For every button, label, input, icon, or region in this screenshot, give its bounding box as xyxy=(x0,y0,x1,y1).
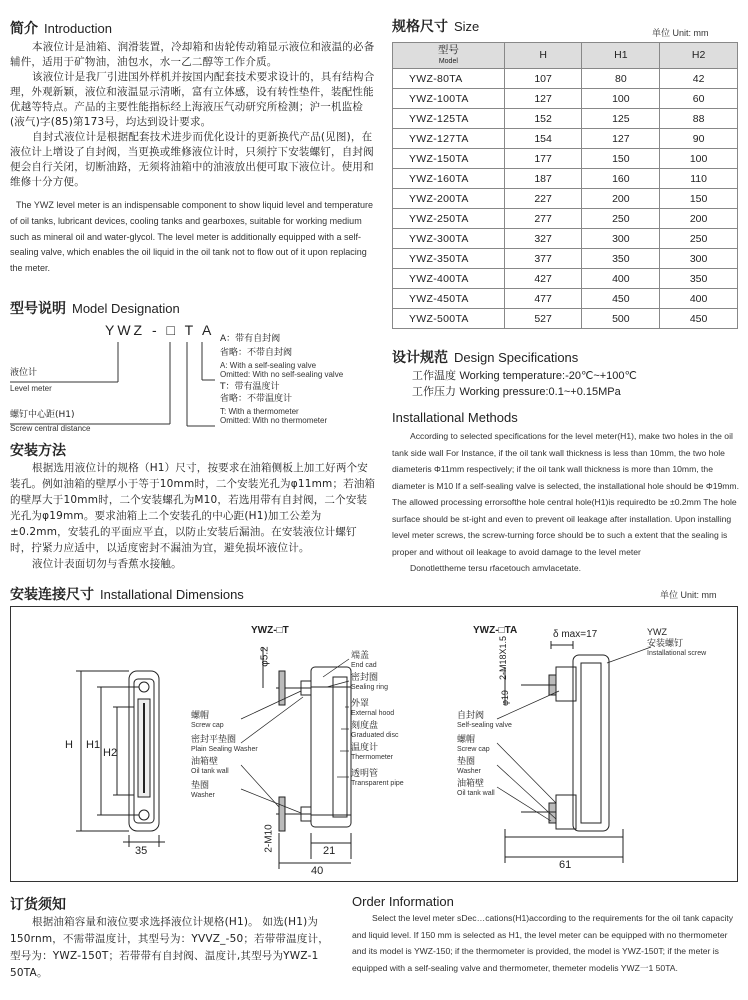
h2-cell: 42 xyxy=(660,69,738,89)
table-row xyxy=(393,309,738,329)
table-row xyxy=(393,269,738,289)
model-cell: YWZ-127TA xyxy=(393,129,505,149)
table-row xyxy=(393,109,738,129)
label-washer-plain: 密封平垫圈 Plain Sealing Washer xyxy=(191,735,258,753)
h-cell: 227 xyxy=(504,189,582,209)
size-heading: 规格尺寸 Size xyxy=(392,19,480,35)
h2-cell: 88 xyxy=(660,109,738,129)
dim-smax: δ max=17 xyxy=(553,629,598,640)
model-t-cn: T：带有温度计 xyxy=(220,382,280,392)
dim-d19: φ19 xyxy=(499,690,510,706)
model-cell: YWZ-450TA xyxy=(393,289,505,309)
h2-cell: 90 xyxy=(660,129,738,149)
label-hood: 外罩 External hood xyxy=(351,699,395,717)
left-diagram-title: YWZ-□T xyxy=(251,625,289,636)
model-dist-cn: 螺钉中心距(H1) xyxy=(10,410,75,420)
table-row xyxy=(393,209,738,229)
label-thermo: 温度计 Thermometer xyxy=(351,743,394,761)
model-a-en2: Omitted: With no self-sealing valve xyxy=(220,370,344,379)
h2-cell: 150 xyxy=(660,189,738,209)
table-row xyxy=(393,229,738,249)
table-row xyxy=(393,89,738,109)
col-h: H xyxy=(504,43,582,69)
size-table xyxy=(392,42,738,329)
label-pipe: 透明管 Transparent pipe xyxy=(351,769,404,787)
dim-35: 35 xyxy=(135,845,148,857)
h1-cell: 250 xyxy=(582,209,660,229)
h-cell: 107 xyxy=(504,69,582,89)
h-cell: 327 xyxy=(504,229,582,249)
dims-diagram xyxy=(10,606,738,882)
h2-cell: 350 xyxy=(660,269,738,289)
dim-h2: H2 xyxy=(103,747,118,759)
model-a-cn2: 省略：不带自封阀 xyxy=(220,348,293,358)
h2-cell: 200 xyxy=(660,209,738,229)
h2-cell: 60 xyxy=(660,89,738,109)
h1-cell: 150 xyxy=(582,149,660,169)
table-row xyxy=(393,249,738,269)
table-row xyxy=(393,129,738,149)
h-cell: 154 xyxy=(504,129,582,149)
h1-cell: 350 xyxy=(582,249,660,269)
model-cell: YWZ-500TA xyxy=(393,309,505,329)
h-cell: 127 xyxy=(504,89,582,109)
design-heading: 设计规范 Design Specifications xyxy=(392,350,579,366)
model-dist-en: Screw central distance xyxy=(10,424,91,433)
model-a-en: A: With a self-sealing valve xyxy=(220,361,317,370)
h1-cell: 80 xyxy=(582,69,660,89)
size-unit: 单位 Unit: mm xyxy=(652,28,709,38)
methods-heading: Installational Methods xyxy=(392,410,518,425)
h-cell: 377 xyxy=(504,249,582,269)
intro-text-cn: 本液位计是油箱、润滑装置，冷却箱和齿轮传动箱显示液位和液温的必备辅件，适用于矿物油，油包水，水一乙二醇等工作介质。 该液位计是我厂引进国外样机并按国内配套技术要求设计的，具有结构合理，外观新颖，液位和液温显示清晰，富有立体感，设有转性垫件，装配性能优越等特点。产品的主要性能指标经上海液压气动研究所检测；沪一机监检(液气)字(85)第173号，均达到设计要求。 自封式液位计是根据配套技术进步而优化设计的更新换代产品(见图)，在液位计上增设了自封阀，当更换或维修液位计时，只须拧下安装螺钉，自封阀便会自行关闭，切断油路，无须将油箱中的油液放出便可取下液位计。使用和维修十分方便。 xyxy=(10,41,375,188)
model-t-en: T: With a thermometer xyxy=(220,407,299,416)
dim-h: H xyxy=(65,739,73,751)
h2-cell: 250 xyxy=(660,229,738,249)
dim-21: 21 xyxy=(323,845,336,857)
h1-cell: 125 xyxy=(582,109,660,129)
h1-cell: 300 xyxy=(582,229,660,249)
h2-cell: 450 xyxy=(660,309,738,329)
label-washer2: 垫圈 Washer xyxy=(457,757,481,775)
design-press: 工作压力 Working pressure:0.1~+0.15MPa xyxy=(412,385,621,398)
methods-text: According to selected specifications for the level meter(H1), make two holes in the oil tank side wall For Instance, if the oil tank wall thickness is less than 10mm, the two hole diameteris Φ11mm respectively; if the oil tank wall thickness is more than 10mm, the diameter is M10 If a self-sealing valve is selected, the installational hole should be Φ19mm. The allowed processing errorsofthe hole central hole(H1)is requiredto be ±0.2mm The hole surface should be st-ight and even to prevent oil leakage after installation. Upon installing level meter screws, the screw-turning force should be to such a extent that the sealing is proper and without oil leakage to avoid damage to the level meter xyxy=(392,431,739,557)
table-row xyxy=(393,169,738,189)
col-h1: H1 xyxy=(582,43,660,69)
model-diagram xyxy=(10,318,380,433)
order-cn-heading: 订货须知 xyxy=(10,897,66,913)
intro-heading: 简介 Introduction xyxy=(10,21,112,37)
dims-unit: 单位 Unit: mm xyxy=(660,590,717,600)
model-a-cn: A：带有自封阀 xyxy=(220,334,281,344)
h1-cell: 200 xyxy=(582,189,660,209)
dim-m18: 2-M18X1.5 xyxy=(498,635,509,681)
label-valve: 自封阀 Self-sealing valve xyxy=(457,711,512,729)
install-heading: 安装方法 xyxy=(10,443,66,459)
h-cell: 152 xyxy=(504,109,582,129)
model-cell: YWZ-80TA xyxy=(393,69,505,89)
label-inst-screw: 安装螺钉 Installational screw xyxy=(647,639,707,657)
h1-cell: 100 xyxy=(582,89,660,109)
dim-61: 61 xyxy=(559,859,572,871)
methods-text-2: Donotlettheme tersu rfacetouch amvlacetate. xyxy=(410,563,582,573)
label-cap: 螺帽 Screw cap xyxy=(191,711,224,729)
model-cell: YWZ-150TA xyxy=(393,149,505,169)
h1-cell: 127 xyxy=(582,129,660,149)
model-cell: YWZ-160TA xyxy=(393,169,505,189)
order-en-heading: Order Information xyxy=(352,894,454,909)
dims-heading: 安装连接尺寸 Installational Dimensions xyxy=(10,587,244,603)
model-t-cn2: 省略：不带温度计 xyxy=(220,394,293,404)
dim-d52: φ5.2 xyxy=(259,646,271,667)
design-temp: 工作温度 Working temperature:-20℃~+100℃ xyxy=(412,369,637,382)
table-row xyxy=(393,289,738,309)
h2-cell: 110 xyxy=(660,169,738,189)
model-level-en: Level meter xyxy=(10,384,52,393)
dim-40: 40 xyxy=(311,865,324,877)
model-cell: YWZ-125TA xyxy=(393,109,505,129)
model-t-en2: Omitted: With no thermometer xyxy=(220,416,328,425)
table-row xyxy=(393,149,738,169)
right-diagram-title: YWZ-□TA xyxy=(473,625,518,636)
h1-cell: 400 xyxy=(582,269,660,289)
model-heading: 型号说明 Model Designation xyxy=(10,301,180,317)
model-cell: YWZ-300TA xyxy=(393,229,505,249)
h1-cell: 160 xyxy=(582,169,660,189)
model-code: YWZ - □ T A xyxy=(105,322,215,338)
label-tank: 油箱壁 Oil tank wall xyxy=(191,757,229,775)
table-row xyxy=(393,69,738,89)
h1-cell: 450 xyxy=(582,289,660,309)
model-level-cn: 液位计 xyxy=(10,368,38,378)
label-seal-ring: 密封圈 Sealing ring xyxy=(351,673,388,691)
label-disc: 刻度盘 Graduated disc xyxy=(351,721,399,739)
order-cn-text: 根据油箱容量和液位要求选择液位计规格(H1)。 如选(H1)为150rnm，不需带温度计，其型号为：YVVZ_-50；若带带温度计，型号为：YWZ-150T；若带带有自封阀、温度计,其型号为YWZ-1 50TA。 xyxy=(10,916,329,979)
label-end-cap: 端盖 End cad xyxy=(351,651,377,669)
install-text: 根据选用液位计的规格（H1）尺寸，按要求在油箱侧板上加工好两个安装孔。例如油箱的壁厚小于等于10mm时，二个安装光孔为φ11mm；若油箱的壁厚大于10mm时，二个安装螺孔为M10，若选用带有自封阀，二个安装光孔为φ19mm。要求油箱上二个安装孔的中心距(H1)加工公差为±0.2mm，安装孔的平面应平直，以防止安装后漏油。在安装液位计螺钉时，拧紧力应适中，以适度密封不漏油为宜，避免损坏液位计。 液位计表面切勿与香蕉水接触。 xyxy=(10,462,376,570)
model-cell: YWZ-100TA xyxy=(393,89,505,109)
model-cell: YWZ-350TA xyxy=(393,249,505,269)
h2-cell: 300 xyxy=(660,249,738,269)
h-cell: 277 xyxy=(504,209,582,229)
label-cap2: 螺帽 Screw cap xyxy=(457,735,490,753)
h1-cell: 500 xyxy=(582,309,660,329)
intro-text-en: The YWZ level meter is an indispensable component to show liquid level and temperature of oil tanks, lubricant devices, cooling tanks and gearboxes, suitable for working medium such as mineral oil and water-glycol. The level meter is additionally equipped with a self-sealing valve, which enables the oil liquid in the oil tank not to flow out of it upon replacing the meter. xyxy=(10,200,374,274)
h-cell: 477 xyxy=(504,289,582,309)
h-cell: 177 xyxy=(504,149,582,169)
model-cell: YWZ-200TA xyxy=(393,189,505,209)
col-model: 型号 Model xyxy=(393,43,505,69)
dim-h1: H1 xyxy=(86,739,101,751)
model-cell: YWZ-250TA xyxy=(393,209,505,229)
h-cell: 187 xyxy=(504,169,582,189)
h-cell: 427 xyxy=(504,269,582,289)
order-en-text: Select the level meter sDec…cations(H1)according to the requirements for the oil tank capacity and liquid level. If 150 mm is selected as H1, the level meter can be equipped with no thermometer and its model is YWZ-150; if the thermometer is provided, the model is YWZ-150T; if the meter is equipped with a self-sealing valve and thermometer, themeter modelis YWZ一1 50TA. xyxy=(352,913,734,973)
h2-cell: 400 xyxy=(660,289,738,309)
dim-m10: 2-M10 xyxy=(263,824,275,853)
col-h2: H2 xyxy=(660,43,738,69)
table-row xyxy=(393,189,738,209)
h-cell: 527 xyxy=(504,309,582,329)
label-tank2: 油箱壁 Oil tank wall xyxy=(457,779,495,797)
model-cell: YWZ-400TA xyxy=(393,269,505,289)
label-washer: 垫圈 Washer xyxy=(191,781,215,799)
h2-cell: 100 xyxy=(660,149,738,169)
label-ywz: YWZ xyxy=(647,627,667,637)
